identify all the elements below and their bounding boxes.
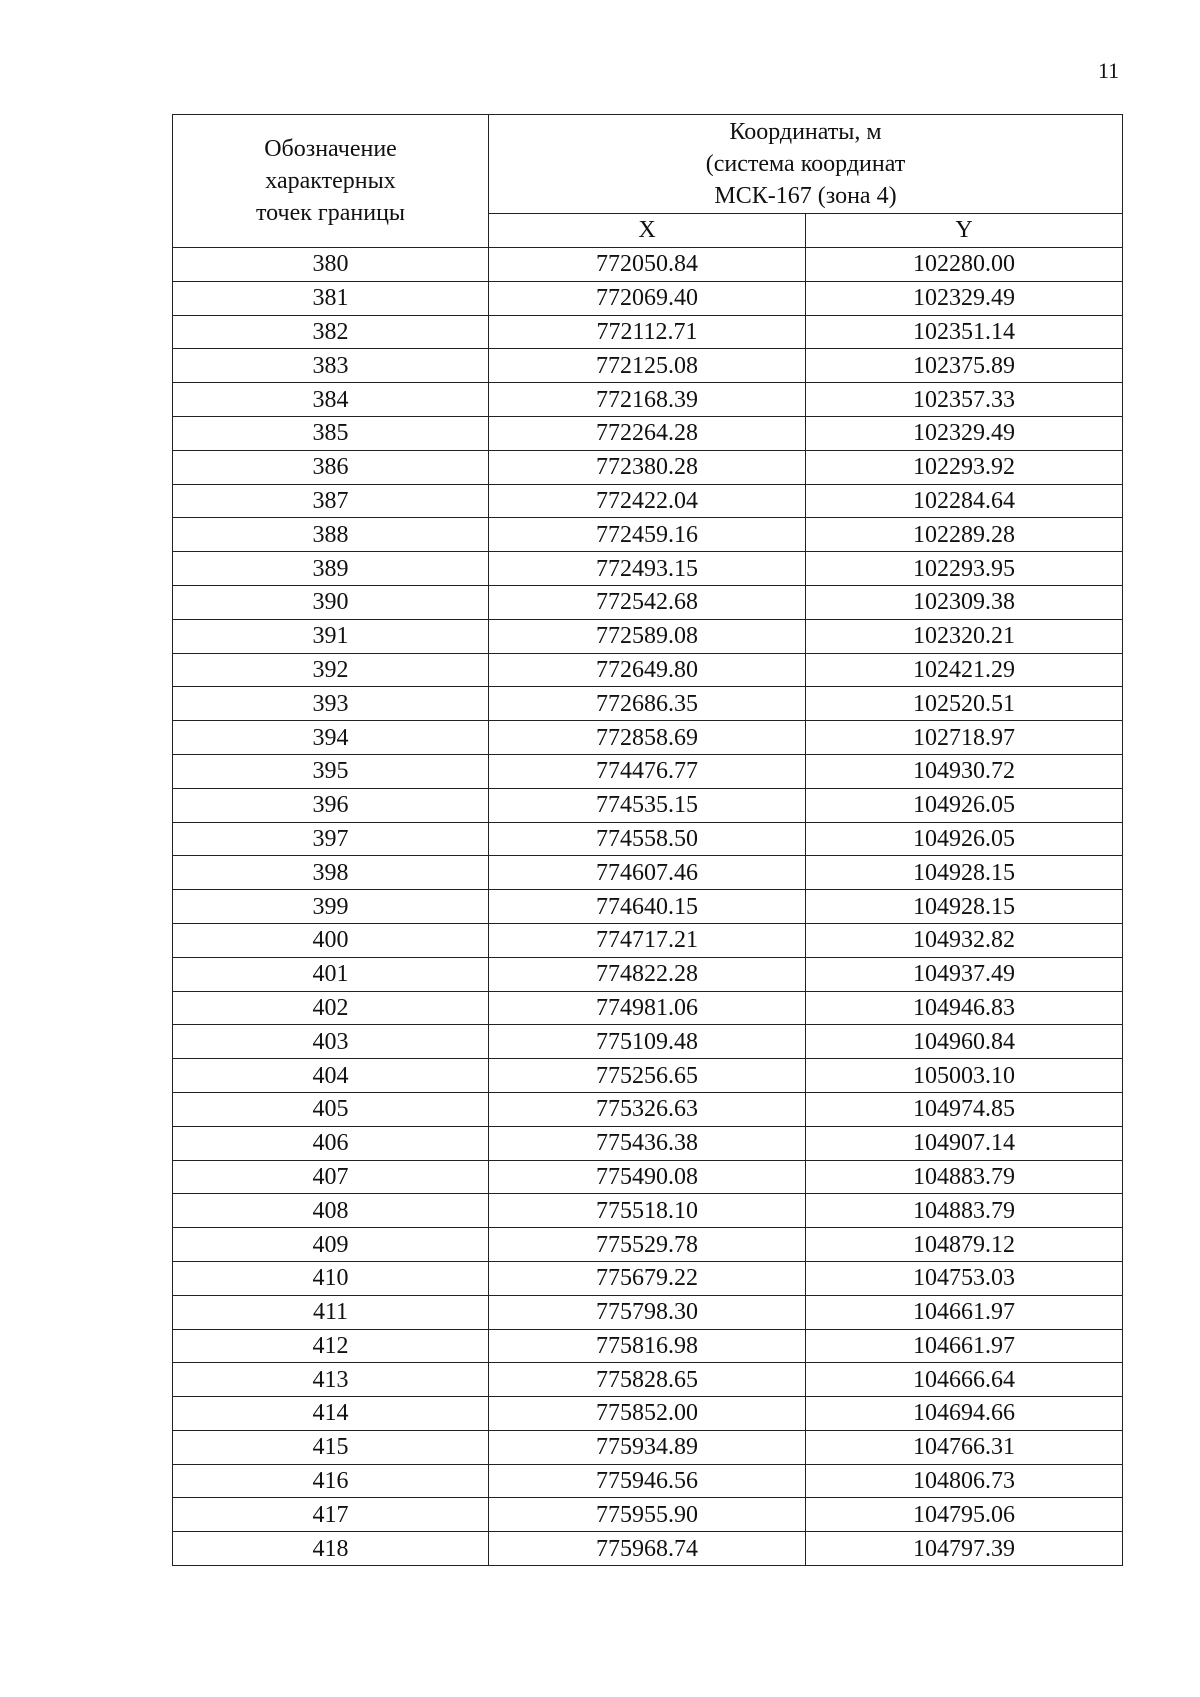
table-row <box>173 1430 1123 1464</box>
y-coordinate-cell: 104883.79 <box>806 1194 1123 1228</box>
y-coordinate-cell: 104960.84 <box>806 1025 1123 1059</box>
y-coordinate-cell: 102293.92 <box>806 450 1123 484</box>
x-coordinate-cell: 775934.89 <box>489 1430 806 1464</box>
point-id-cell: 397 <box>173 822 489 856</box>
y-coordinate-cell: 104907.14 <box>806 1126 1123 1160</box>
x-column-header: X <box>489 213 806 247</box>
table-row <box>173 1160 1123 1194</box>
point-id-cell: 393 <box>173 687 489 721</box>
point-id-cell: 400 <box>173 923 489 957</box>
x-coordinate-cell: 775256.65 <box>489 1059 806 1093</box>
table-row <box>173 1295 1123 1329</box>
point-id-cell: 416 <box>173 1464 489 1498</box>
table-row <box>173 450 1123 484</box>
point-id-cell: 390 <box>173 585 489 619</box>
table-row <box>173 721 1123 755</box>
point-id-cell: 414 <box>173 1397 489 1431</box>
point-id-cell: 413 <box>173 1363 489 1397</box>
point-header-line: точек границы <box>255 200 406 226</box>
point-id-cell: 387 <box>173 484 489 518</box>
x-coordinate-cell: 772459.16 <box>489 518 806 552</box>
x-coordinate-cell: 772858.69 <box>489 721 806 755</box>
table-row <box>173 585 1123 619</box>
x-coordinate-cell: 775816.98 <box>489 1329 806 1363</box>
y-coordinate-cell: 102421.29 <box>806 653 1123 687</box>
point-id-cell: 385 <box>173 416 489 450</box>
y-coordinate-cell: 104926.05 <box>806 788 1123 822</box>
y-coordinate-cell: 104928.15 <box>806 890 1123 924</box>
x-coordinate-cell: 775529.78 <box>489 1228 806 1262</box>
x-coordinate-cell: 772542.68 <box>489 585 806 619</box>
x-coordinate-cell: 775798.30 <box>489 1295 806 1329</box>
point-id-cell: 386 <box>173 450 489 484</box>
y-coordinate-cell: 104661.97 <box>806 1329 1123 1363</box>
point-id-cell: 396 <box>173 788 489 822</box>
coord-header-line: Координаты, м <box>729 118 882 145</box>
point-header-line: характерных <box>265 168 396 194</box>
table-row <box>173 957 1123 991</box>
point-id-cell: 404 <box>173 1059 489 1093</box>
table-row <box>173 1261 1123 1295</box>
y-coordinate-cell: 105003.10 <box>806 1059 1123 1093</box>
y-coordinate-cell: 104694.66 <box>806 1397 1123 1431</box>
y-coordinate-cell: 104879.12 <box>806 1228 1123 1262</box>
point-id-cell: 399 <box>173 890 489 924</box>
y-coordinate-cell: 102357.33 <box>806 383 1123 417</box>
point-id-cell: 415 <box>173 1430 489 1464</box>
x-coordinate-cell: 775968.74 <box>489 1532 806 1566</box>
point-id-cell: 407 <box>173 1160 489 1194</box>
x-coordinate-cell: 774607.46 <box>489 856 806 890</box>
y-coordinate-cell: 102284.64 <box>806 484 1123 518</box>
table-row <box>173 923 1123 957</box>
coordinates-header <box>489 115 1123 214</box>
point-designation-header <box>173 115 489 248</box>
y-coordinate-cell: 102520.51 <box>806 687 1123 721</box>
table-row <box>173 991 1123 1025</box>
table-row <box>173 1228 1123 1262</box>
table-row <box>173 552 1123 586</box>
x-coordinate-cell: 775955.90 <box>489 1498 806 1532</box>
x-coordinate-cell: 775109.48 <box>489 1025 806 1059</box>
x-coordinate-cell: 772112.71 <box>489 315 806 349</box>
x-coordinate-cell: 772422.04 <box>489 484 806 518</box>
point-id-cell: 389 <box>173 552 489 586</box>
table-row <box>173 1092 1123 1126</box>
y-coordinate-cell: 102309.38 <box>806 585 1123 619</box>
point-id-cell: 411 <box>173 1295 489 1329</box>
y-coordinate-cell: 104795.06 <box>806 1498 1123 1532</box>
coord-header-line: МСК-167 (зона 4) <box>714 182 897 209</box>
y-coordinate-cell: 104883.79 <box>806 1160 1123 1194</box>
point-id-cell: 408 <box>173 1194 489 1228</box>
point-id-cell: 380 <box>173 248 489 282</box>
y-coordinate-cell: 102329.49 <box>806 416 1123 450</box>
page-number: 11 <box>1098 58 1120 83</box>
y-coordinate-cell: 102718.97 <box>806 721 1123 755</box>
x-coordinate-cell: 774535.15 <box>489 788 806 822</box>
y-column-header: Y <box>806 213 1123 247</box>
x-coordinate-cell: 774640.15 <box>489 890 806 924</box>
table-row <box>173 890 1123 924</box>
point-id-cell: 384 <box>173 383 489 417</box>
x-coordinate-cell: 774476.77 <box>489 754 806 788</box>
table-row <box>173 349 1123 383</box>
table-row <box>173 788 1123 822</box>
x-coordinate-cell: 772069.40 <box>489 281 806 315</box>
point-id-cell: 403 <box>173 1025 489 1059</box>
table-row <box>173 281 1123 315</box>
table-row <box>173 1532 1123 1566</box>
point-id-cell: 392 <box>173 653 489 687</box>
table-header <box>173 115 1123 248</box>
point-id-cell: 388 <box>173 518 489 552</box>
point-id-cell: 394 <box>173 721 489 755</box>
x-coordinate-cell: 772264.28 <box>489 416 806 450</box>
point-id-cell: 410 <box>173 1261 489 1295</box>
y-coordinate-cell: 104806.73 <box>806 1464 1123 1498</box>
y-coordinate-cell: 102329.49 <box>806 281 1123 315</box>
y-coordinate-cell: 102289.28 <box>806 518 1123 552</box>
table-row <box>173 518 1123 552</box>
point-id-cell: 409 <box>173 1228 489 1262</box>
table-row <box>173 383 1123 417</box>
y-coordinate-cell: 104661.97 <box>806 1295 1123 1329</box>
x-coordinate-cell: 772380.28 <box>489 450 806 484</box>
table-row <box>173 1194 1123 1228</box>
point-id-cell: 417 <box>173 1498 489 1532</box>
x-coordinate-cell: 772050.84 <box>489 248 806 282</box>
point-id-cell: 381 <box>173 281 489 315</box>
x-coordinate-cell: 774717.21 <box>489 923 806 957</box>
x-coordinate-cell: 772493.15 <box>489 552 806 586</box>
table-row <box>173 315 1123 349</box>
table-row <box>173 484 1123 518</box>
point-id-cell: 391 <box>173 619 489 653</box>
point-id-cell: 402 <box>173 991 489 1025</box>
x-coordinate-cell: 775326.63 <box>489 1092 806 1126</box>
y-coordinate-cell: 102320.21 <box>806 619 1123 653</box>
y-coordinate-cell: 104932.82 <box>806 923 1123 957</box>
table-row <box>173 1059 1123 1093</box>
x-coordinate-cell: 775852.00 <box>489 1397 806 1431</box>
x-coordinate-cell: 772589.08 <box>489 619 806 653</box>
coord-header-line: (система координат <box>705 150 906 177</box>
table-row <box>173 248 1123 282</box>
point-id-cell: 401 <box>173 957 489 991</box>
y-coordinate-cell: 102351.14 <box>806 315 1123 349</box>
y-coordinate-cell: 104797.39 <box>806 1532 1123 1566</box>
x-coordinate-cell: 775518.10 <box>489 1194 806 1228</box>
x-coordinate-cell: 772168.39 <box>489 383 806 417</box>
y-coordinate-cell: 104926.05 <box>806 822 1123 856</box>
x-coordinate-cell: 775946.56 <box>489 1464 806 1498</box>
coordinates-table <box>172 114 1123 1566</box>
x-coordinate-cell: 772686.35 <box>489 687 806 721</box>
y-coordinate-cell: 102280.00 <box>806 248 1123 282</box>
point-id-cell: 412 <box>173 1329 489 1363</box>
y-coordinate-cell: 104666.64 <box>806 1363 1123 1397</box>
table-row <box>173 1498 1123 1532</box>
x-coordinate-cell: 775436.38 <box>489 1126 806 1160</box>
table-row <box>173 1126 1123 1160</box>
table-row <box>173 1025 1123 1059</box>
point-id-cell: 382 <box>173 315 489 349</box>
table-row <box>173 1329 1123 1363</box>
point-id-cell: 418 <box>173 1532 489 1566</box>
table-row <box>173 822 1123 856</box>
y-coordinate-cell: 104753.03 <box>806 1261 1123 1295</box>
x-coordinate-cell: 775490.08 <box>489 1160 806 1194</box>
table-row <box>173 1363 1123 1397</box>
y-coordinate-cell: 104937.49 <box>806 957 1123 991</box>
table-row <box>173 1464 1123 1498</box>
point-id-cell: 405 <box>173 1092 489 1126</box>
y-coordinate-cell: 104930.72 <box>806 754 1123 788</box>
y-coordinate-cell: 102375.89 <box>806 349 1123 383</box>
table-row <box>173 1397 1123 1431</box>
y-coordinate-cell: 104946.83 <box>806 991 1123 1025</box>
point-id-cell: 398 <box>173 856 489 890</box>
table-row <box>173 754 1123 788</box>
table-body <box>173 248 1123 1566</box>
x-coordinate-cell: 772649.80 <box>489 653 806 687</box>
point-id-cell: 383 <box>173 349 489 383</box>
x-coordinate-cell: 774558.50 <box>489 822 806 856</box>
x-coordinate-cell: 774981.06 <box>489 991 806 1025</box>
x-coordinate-cell: 774822.28 <box>489 957 806 991</box>
table-row <box>173 687 1123 721</box>
point-id-cell: 395 <box>173 754 489 788</box>
x-coordinate-cell: 772125.08 <box>489 349 806 383</box>
point-id-cell: 406 <box>173 1126 489 1160</box>
table-row <box>173 416 1123 450</box>
x-coordinate-cell: 775828.65 <box>489 1363 806 1397</box>
table-row <box>173 856 1123 890</box>
y-coordinate-cell: 102293.95 <box>806 552 1123 586</box>
table-row <box>173 619 1123 653</box>
y-coordinate-cell: 104974.85 <box>806 1092 1123 1126</box>
y-coordinate-cell: 104928.15 <box>806 856 1123 890</box>
y-coordinate-cell: 104766.31 <box>806 1430 1123 1464</box>
point-header-line: Обозначение <box>264 136 397 162</box>
table-row <box>173 653 1123 687</box>
x-coordinate-cell: 775679.22 <box>489 1261 806 1295</box>
